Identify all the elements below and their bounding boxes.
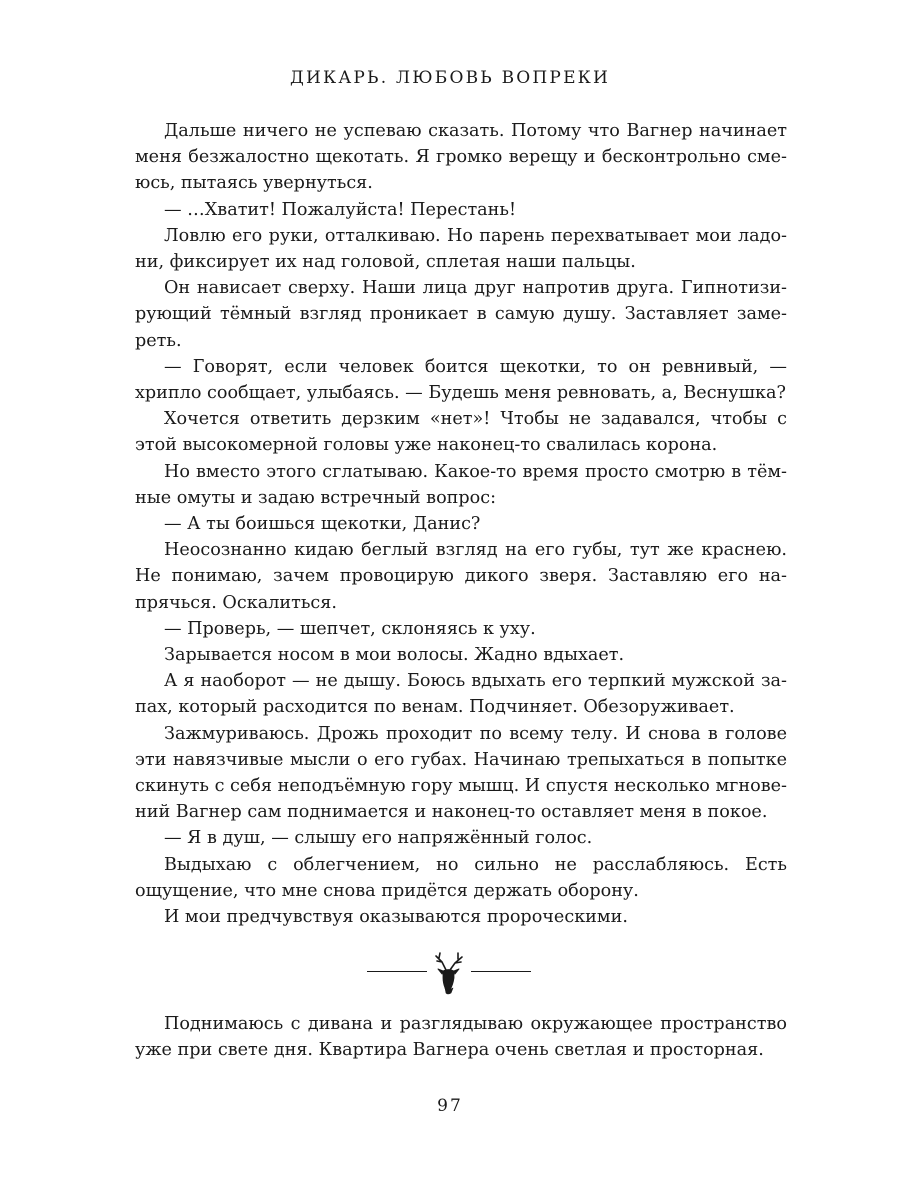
paragraph: Дальше ничего не успеваю сказать. Потому что Вагнер начинает меня безжалостно щекотать. Я громко верещу и бесконтрольно смеюсь, пытаясь увернуться. [135, 121, 787, 194]
paragraph: Зарывается носом в мои волосы. Жадно вдыхает. [164, 645, 625, 666]
paragraph: — А ты боишься щекотки, Данис? [164, 514, 481, 535]
section-divider [0, 948, 900, 998]
paragraph: — Я в душ, — слышу его напряжённый голос. [164, 828, 593, 849]
divider-rule-left [367, 971, 427, 972]
deer-head-icon [428, 950, 470, 996]
divider-rule-right [471, 971, 531, 972]
continuation-text [135, 1011, 787, 1063]
paragraph: Неосознанно кидаю беглый взгляд на его губы, тут же краснею. Не понимаю, зачем провоцирую дикого зверя. Заставляю его напрячься. Оскалиться. [135, 540, 787, 613]
paragraph: И мои предчувствуя оказываются пророческими. [164, 907, 628, 928]
paragraph: — …Хватит! Пожалуйста! Перестань! [164, 199, 517, 220]
paragraph: Но вместо этого сглатываю. Какое-то время просто смотрю в тёмные омуты и задаю встречный вопрос: [135, 461, 787, 508]
paragraph: Ловлю его руки, отталкиваю. Но парень перехватывает мои ладони, фиксирует их над головой, сплетая наши пальцы. [135, 225, 787, 273]
paragraph: — Говорят, если человек боится щекотки, то он ревнивый, — хрипло сообщает, улыбаясь. — Будешь меня ревновать, а, Веснушка? [135, 356, 787, 404]
main-text [135, 118, 787, 930]
paragraph: Поднимаюсь с дивана и разглядываю окружающее пространство уже при свете дня. Квартира Вагнера очень светлая и просторная. [135, 1014, 787, 1061]
running-title: ДИКАРЬ. ЛЮБОВЬ ВОПРЕКИ [289, 68, 611, 88]
paragraph: Зажмуриваюсь. Дрожь проходит по всему телу. И снова в голове эти навязчивые мысли о его губах. Начинаю трепыхаться в попытке скинуть с себя неподъёмную гору мышц. И спустя несколько мгновений Вагнер сам поднимается и наконец-то оставляет меня в покое. [135, 723, 787, 823]
paragraph: — Проверь, — шепчет, склоняясь к уху. [164, 618, 536, 639]
paragraph: Выдыхаю с облегчением, но сильно не расслабляюсь. Есть ощущение, что мне снова придётся держать оборону. [135, 854, 787, 901]
page-number: 97 [437, 1096, 463, 1116]
paragraph: Он нависает сверху. Наши лица друг напротив друга. Гипнотизирующий тёмный взгляд проникает в самую душу. Заставляет замереть. [135, 278, 787, 351]
paragraph: Хочется ответить дерзким «нет»! Чтобы не задавался, чтобы с этой высокомерной головы уже наконец-то свалилась корона. [135, 409, 787, 456]
paragraph: А я наоборот — не дышу. Боюсь вдыхать его терпкий мужской запах, который расходится по венам. Подчиняет. Обезоруживает. [135, 671, 787, 718]
